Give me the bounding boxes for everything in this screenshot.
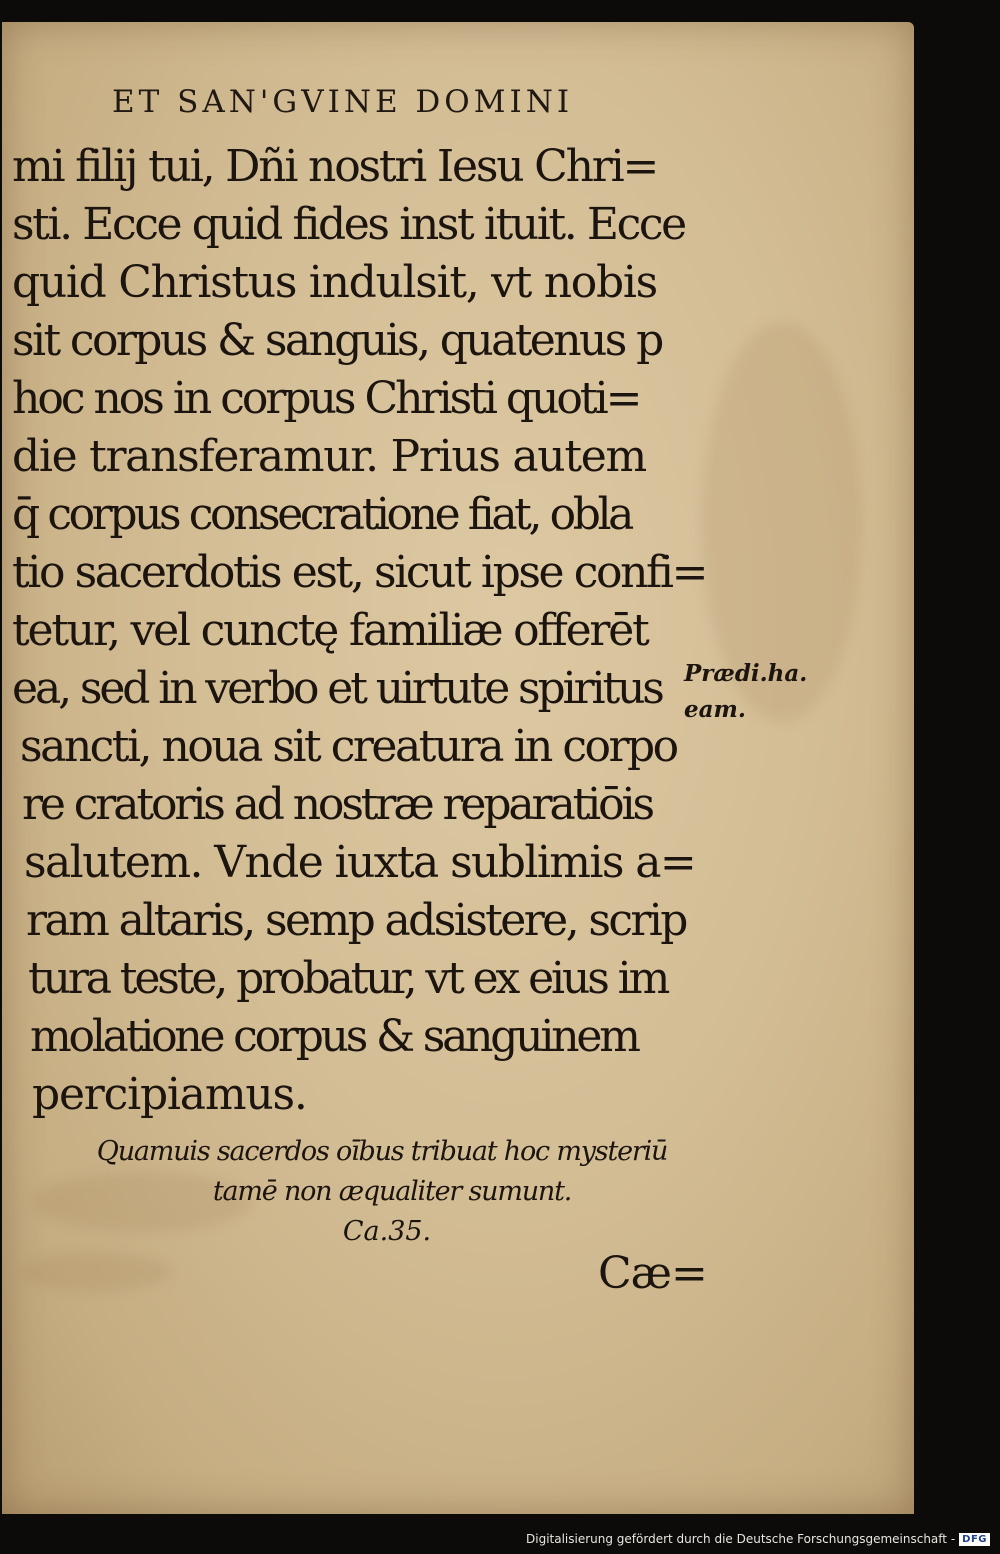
dfg-logo: DFG xyxy=(959,1533,990,1546)
text-line: tetur, vel cunctę familiæ offerēt xyxy=(12,605,648,656)
paper-stain xyxy=(22,1252,172,1292)
marginal-note-line: eam. xyxy=(684,696,746,723)
text-line: ram altaris, semp adsistere, scrip xyxy=(26,895,686,946)
text-line: mi filij tui, Dñi nostri Iesu Chri= xyxy=(12,141,658,192)
text-line: salutem. Vnde iuxta sublimis a= xyxy=(24,837,696,888)
digitization-credit xyxy=(526,1532,990,1546)
section-heading-line: tamē non æqualiter sumunt. xyxy=(212,1176,572,1207)
text-line: sit corpus & sanguis, quatenus p xyxy=(12,315,662,366)
section-heading-line: Quamuis sacerdos oībus tribuat hoc mysteriū xyxy=(96,1136,668,1167)
marginal-note-line: Prædi.ha. xyxy=(684,660,808,687)
text-line: quid Christus indulsit, vt nobis xyxy=(12,257,657,308)
text-line: ea, sed in verbo et uirtute spiritus xyxy=(12,663,662,714)
catchword: Cæ= xyxy=(598,1248,707,1299)
text-line: q̄ corpus consecratione fiat, obla xyxy=(12,489,631,540)
section-heading xyxy=(62,1132,702,1252)
marginal-note xyxy=(684,656,807,728)
body-text xyxy=(12,138,707,1124)
running-head: ET SAN'GVINE DOMINI xyxy=(112,84,574,120)
text-line: tio sacerdotis est, sicut ipse confi= xyxy=(12,547,707,598)
text-line: tura teste, probatur, vt ex eius im xyxy=(28,953,668,1004)
text-line: molatione corpus & sanguinem xyxy=(30,1011,638,1062)
book-page xyxy=(2,22,914,1514)
text-line: re cratoris ad nostræ reparatiōis xyxy=(22,779,652,830)
text-line: sti. Ecce quid fides inst ituit. Ecce xyxy=(12,199,685,250)
text-line: sancti, noua sit creatura in corpo xyxy=(20,721,677,772)
chapter-number: Ca.35. xyxy=(342,1216,432,1247)
text-line: die transferamur. Prius autem xyxy=(12,431,646,482)
credit-text: Digitalisierung gefördert durch die Deutsche Forschungsgemeinschaft - xyxy=(526,1532,956,1546)
text-line: percipiamus. xyxy=(32,1069,307,1120)
text-line: hoc nos in corpus Christi quoti= xyxy=(12,373,640,424)
